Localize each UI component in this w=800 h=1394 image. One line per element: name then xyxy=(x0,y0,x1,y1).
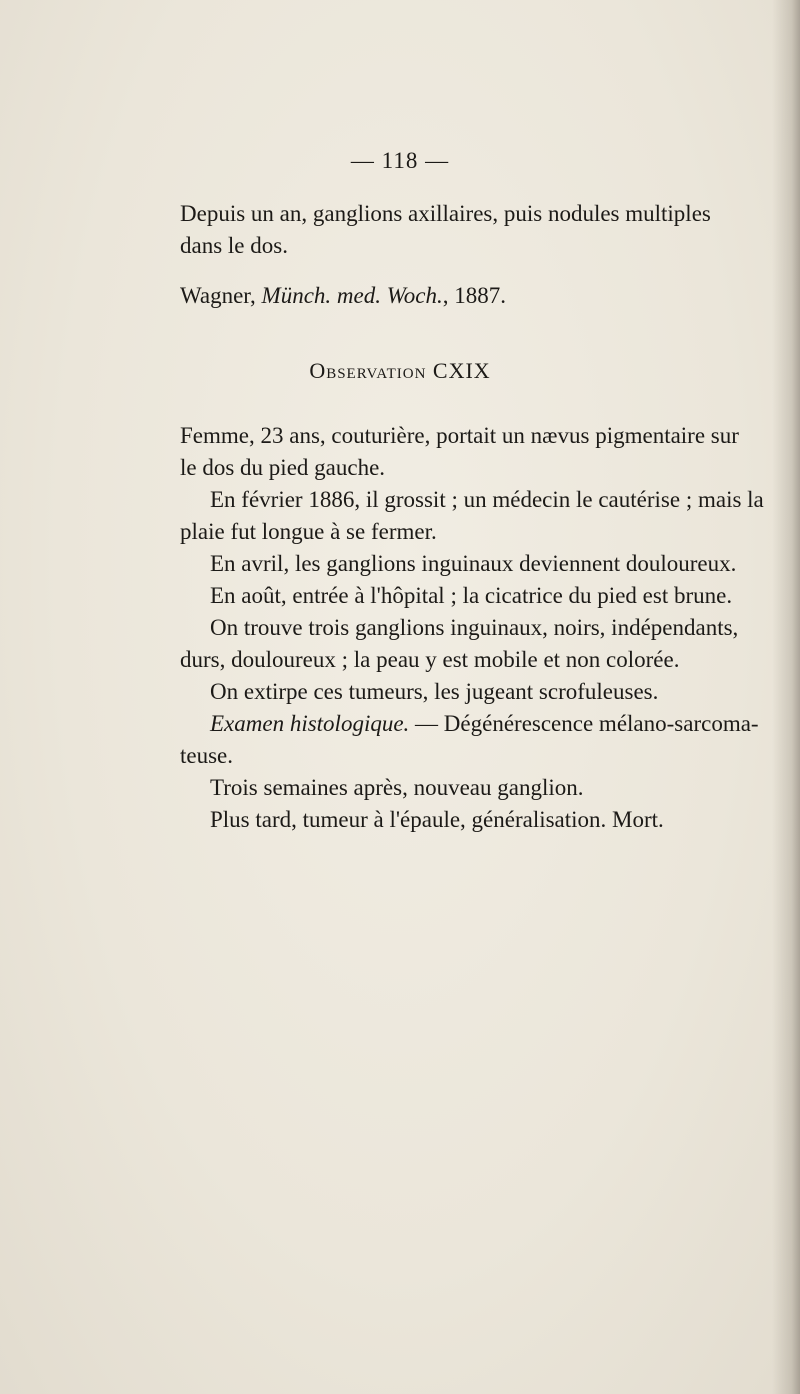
obs-p1-line-2: le dos du pied gauche. xyxy=(180,455,386,480)
reference-year: , 1887. xyxy=(442,283,506,308)
obs-p5-line-1: On trouve trois ganglions inguinaux, noirs, indépendants, xyxy=(210,615,739,640)
obs-p7-label: Examen histologique. xyxy=(210,711,410,736)
reference-line xyxy=(180,280,765,312)
obs-p2-line-1: En février 1886, il grossit ; un médecin le cautérise ; mais la xyxy=(210,487,764,512)
obs-p7-rest: — Dégénérescence mélano-sarcoma- xyxy=(409,711,759,736)
obs-p2-line-2: plaie fut longue à se fermer. xyxy=(180,519,437,544)
page-number: — 118 — xyxy=(350,148,450,173)
reference-author: Wagner, xyxy=(180,283,256,308)
obs-p4: En août, entrée à l'hôpital ; la cicatrice du pied est brune. xyxy=(210,583,733,608)
page-edge-shadow xyxy=(772,0,800,1394)
intro-line-1: Depuis un an, ganglions axillaires, puis nodules multiples xyxy=(180,201,711,226)
obs-p7-line-1 xyxy=(180,708,765,740)
obs-p8: Trois semaines après, nouveau ganglion. xyxy=(210,775,584,800)
intro-line-2: dans le dos. xyxy=(180,233,288,258)
obs-p1-line-1: Femme, 23 ans, couturière, portait un nævus pigmentaire sur xyxy=(180,423,739,448)
observation-body xyxy=(180,420,765,836)
observation-heading: Observation CXIX xyxy=(309,358,491,383)
obs-p7-line-2: teuse. xyxy=(180,743,234,768)
obs-p5-line-2: durs, douloureux ; la peau y est mobile et non colorée. xyxy=(180,647,680,672)
obs-p6: On extirpe ces tumeurs, les jugeant scrofuleuses. xyxy=(210,679,659,704)
obs-p3: En avril, les ganglions inguinaux deviennent douloureux. xyxy=(210,551,737,576)
intro-paragraph xyxy=(180,198,765,262)
obs-p9: Plus tard, tumeur à l'épaule, généralisation. Mort. xyxy=(210,807,664,832)
reference-journal: Münch. med. Woch. xyxy=(261,283,443,308)
